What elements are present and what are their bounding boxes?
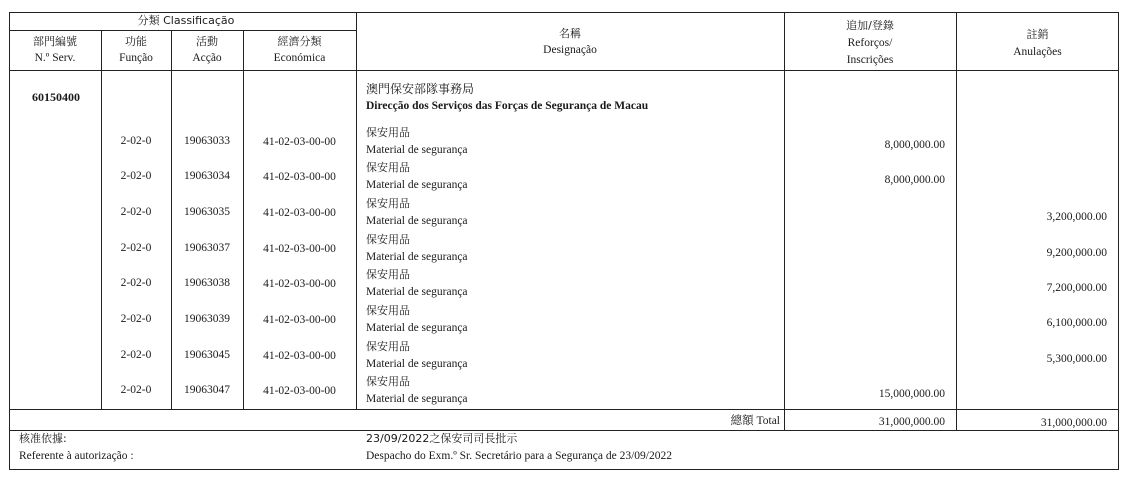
header-eco-cn: 經濟分類: [277, 35, 322, 48]
row-description-pt: Material de segurança: [366, 144, 468, 156]
row-economic: 41-02-03-00-00: [263, 350, 336, 362]
row-description-cn: 保安用品: [366, 161, 410, 174]
row-description-pt: Material de segurança: [366, 215, 468, 227]
row-reforcos: 8,000,000.00: [884, 139, 945, 151]
row-description-pt: Material de segurança: [366, 179, 468, 191]
row-description-cn: 保安用品: [366, 233, 410, 246]
row-description-pt: Material de segurança: [366, 251, 468, 263]
row-description-cn: 保安用品: [366, 126, 410, 139]
header-dept-pt: N.º Serv.: [34, 52, 76, 64]
col-divider-eco: [356, 12, 357, 409]
row-economic: 41-02-03-00-00: [263, 278, 336, 290]
row-description-pt: Material de segurança: [366, 358, 468, 370]
row-function: 2-02-0: [120, 313, 152, 325]
row-function: 2-02-0: [120, 206, 152, 218]
row-action: 19063038: [184, 277, 230, 289]
row-action: 19063034: [184, 170, 230, 182]
row-function: 2-02-0: [120, 135, 152, 147]
row-action: 19063045: [184, 349, 230, 361]
row-anulacoes: 3,200,000.00: [1046, 211, 1107, 223]
row-anulacoes: 7,200,000.00: [1046, 282, 1107, 294]
row-description-pt: Material de segurança: [366, 322, 468, 334]
total-bottom-line: [9, 430, 1119, 431]
row-description-pt: Material de segurança: [366, 286, 468, 298]
header-reforcos-cn: 追加/登錄: [846, 19, 894, 32]
row-function: 2-02-0: [120, 277, 152, 289]
header-dept-cn: 部門編號: [33, 35, 77, 48]
total-anulacoes: 31,000,000.00: [1040, 417, 1107, 429]
header-reforcos-pt1: Reforços/: [847, 37, 893, 49]
total-reforcos: 31,000,000.00: [878, 416, 945, 428]
row-action: 19063037: [184, 242, 230, 254]
row-description-cn: 保安用品: [366, 340, 410, 353]
row-description-cn: 保安用品: [366, 304, 410, 317]
authorization-label-pt: Referente à autorização :: [19, 450, 134, 462]
header-desig-pt: Designação: [543, 44, 597, 56]
authorization-text-pt: Despacho do Exm.º Sr. Secretário para a Segurança de 23/09/2022: [366, 450, 672, 462]
row-description-cn: 保安用品: [366, 197, 410, 210]
row-function: 2-02-0: [120, 349, 152, 361]
header-anulacoes-cn: 註銷: [1026, 28, 1049, 41]
row-economic: 41-02-03-00-00: [263, 314, 336, 326]
row-action: 19063047: [184, 384, 230, 396]
row-action: 19063035: [184, 206, 230, 218]
row-action: 19063039: [184, 313, 230, 325]
row-anulacoes: 6,100,000.00: [1046, 317, 1107, 329]
row-function: 2-02-0: [120, 242, 152, 254]
service-code: 60150400: [32, 90, 80, 104]
row-anulacoes: 5,300,000.00: [1046, 353, 1107, 365]
row-economic: 41-02-03-00-00: [263, 136, 336, 148]
header-func-cn: 功能: [125, 35, 147, 48]
service-name-cn: 澳門保安部隊事務局: [366, 82, 475, 96]
service-name-pt: Direcção dos Serviços das Forças de Segurança de Macau: [366, 100, 649, 112]
row-economic: 41-02-03-00-00: [263, 385, 336, 397]
header-eco-pt: Económica: [273, 52, 326, 64]
row-reforcos: 8,000,000.00: [884, 174, 945, 186]
row-description-cn: 保安用品: [366, 268, 410, 281]
total-top-line: [9, 409, 1119, 410]
row-anulacoes: 9,200,000.00: [1046, 247, 1107, 259]
row-function: 2-02-0: [120, 170, 152, 182]
row-description-pt: Material de segurança: [366, 393, 468, 405]
header-func-pt: Função: [119, 52, 153, 64]
row-economic: 41-02-03-00-00: [263, 171, 336, 183]
header-anulacoes-pt: Anulações: [1013, 46, 1062, 58]
header-act-cn: 活動: [196, 35, 218, 48]
row-action: 19063033: [184, 135, 230, 147]
row-function: 2-02-0: [120, 384, 152, 396]
row-economic: 41-02-03-00-00: [263, 243, 336, 255]
row-economic: 41-02-03-00-00: [263, 207, 336, 219]
header-classification-divider: [9, 30, 357, 31]
header-bottom-line: [9, 70, 1119, 71]
row-description-cn: 保安用品: [366, 375, 410, 388]
total-label: 總額 Total: [730, 415, 780, 427]
header-classification: 分類 Classificação: [137, 14, 235, 27]
header-desig-cn: 名稱: [559, 27, 581, 40]
col-divider-desig: [784, 12, 785, 430]
authorization-label-cn: 核准依據:: [19, 432, 67, 445]
authorization-text-cn: 23/09/2022之保安司司長批示: [366, 432, 518, 445]
header-act-pt: Acção: [192, 52, 222, 64]
header-reforcos-pt2: Inscrições: [846, 54, 894, 66]
row-reforcos: 15,000,000.00: [878, 388, 945, 400]
